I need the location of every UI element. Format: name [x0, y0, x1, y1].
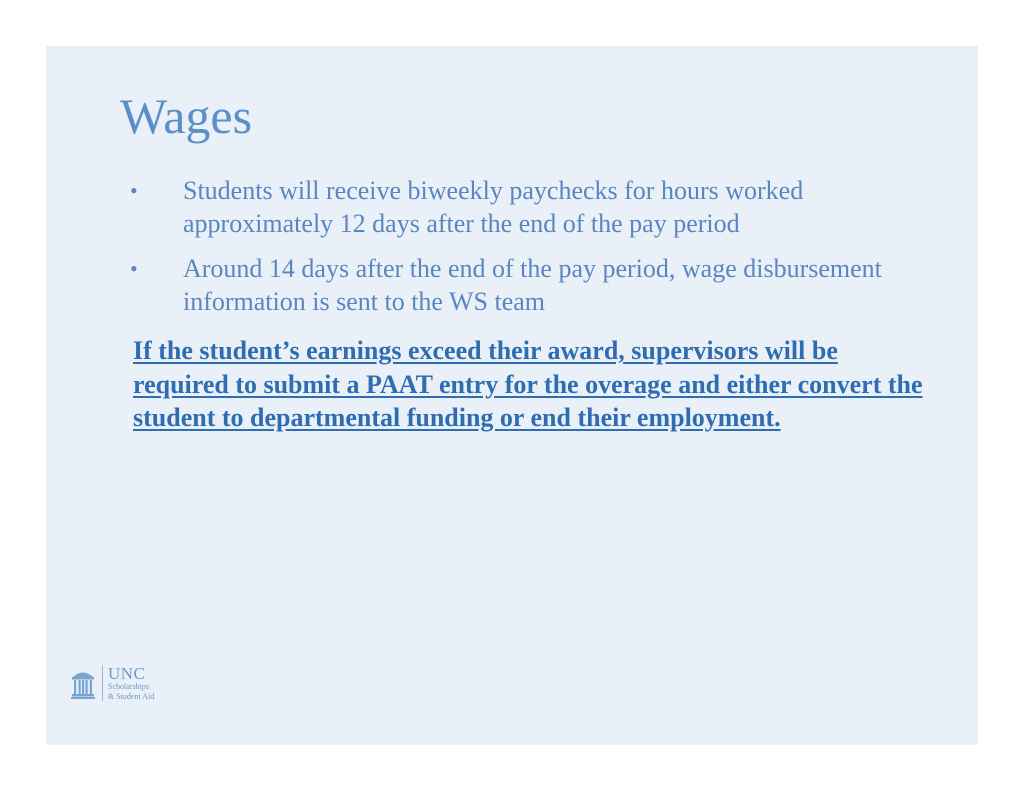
old-well-icon: [70, 666, 96, 700]
slide: [46, 46, 978, 745]
bullet-text: Students will receive biweekly paychecks for hours worked approximately 12 days after the end of the pay period: [183, 176, 804, 238]
bullet-text: Around 14 days after the end of the pay period, wage disbursement information is sent to the WS team: [183, 254, 882, 316]
logo-wordmark: [108, 665, 154, 702]
overage-notice: If the student’s earnings exceed their award, supervisors will be required to submit a PAAT entry for the overage and either convert the student to departmental funding or end their employment.: [133, 336, 923, 432]
unc-logo: [70, 663, 154, 703]
logo-name: UNC: [108, 663, 146, 683]
slide-title: Wages: [120, 88, 253, 144]
bullet-marker: •: [130, 256, 138, 281]
logo-line-2: & Student Aid: [108, 691, 155, 701]
logo-line-1: Scholarships: [108, 681, 149, 691]
bullet-item: [130, 252, 920, 318]
bullet-list: [130, 174, 920, 330]
logo-divider: [102, 665, 103, 701]
bullet-item: [130, 174, 920, 240]
bullet-marker: •: [130, 178, 138, 203]
